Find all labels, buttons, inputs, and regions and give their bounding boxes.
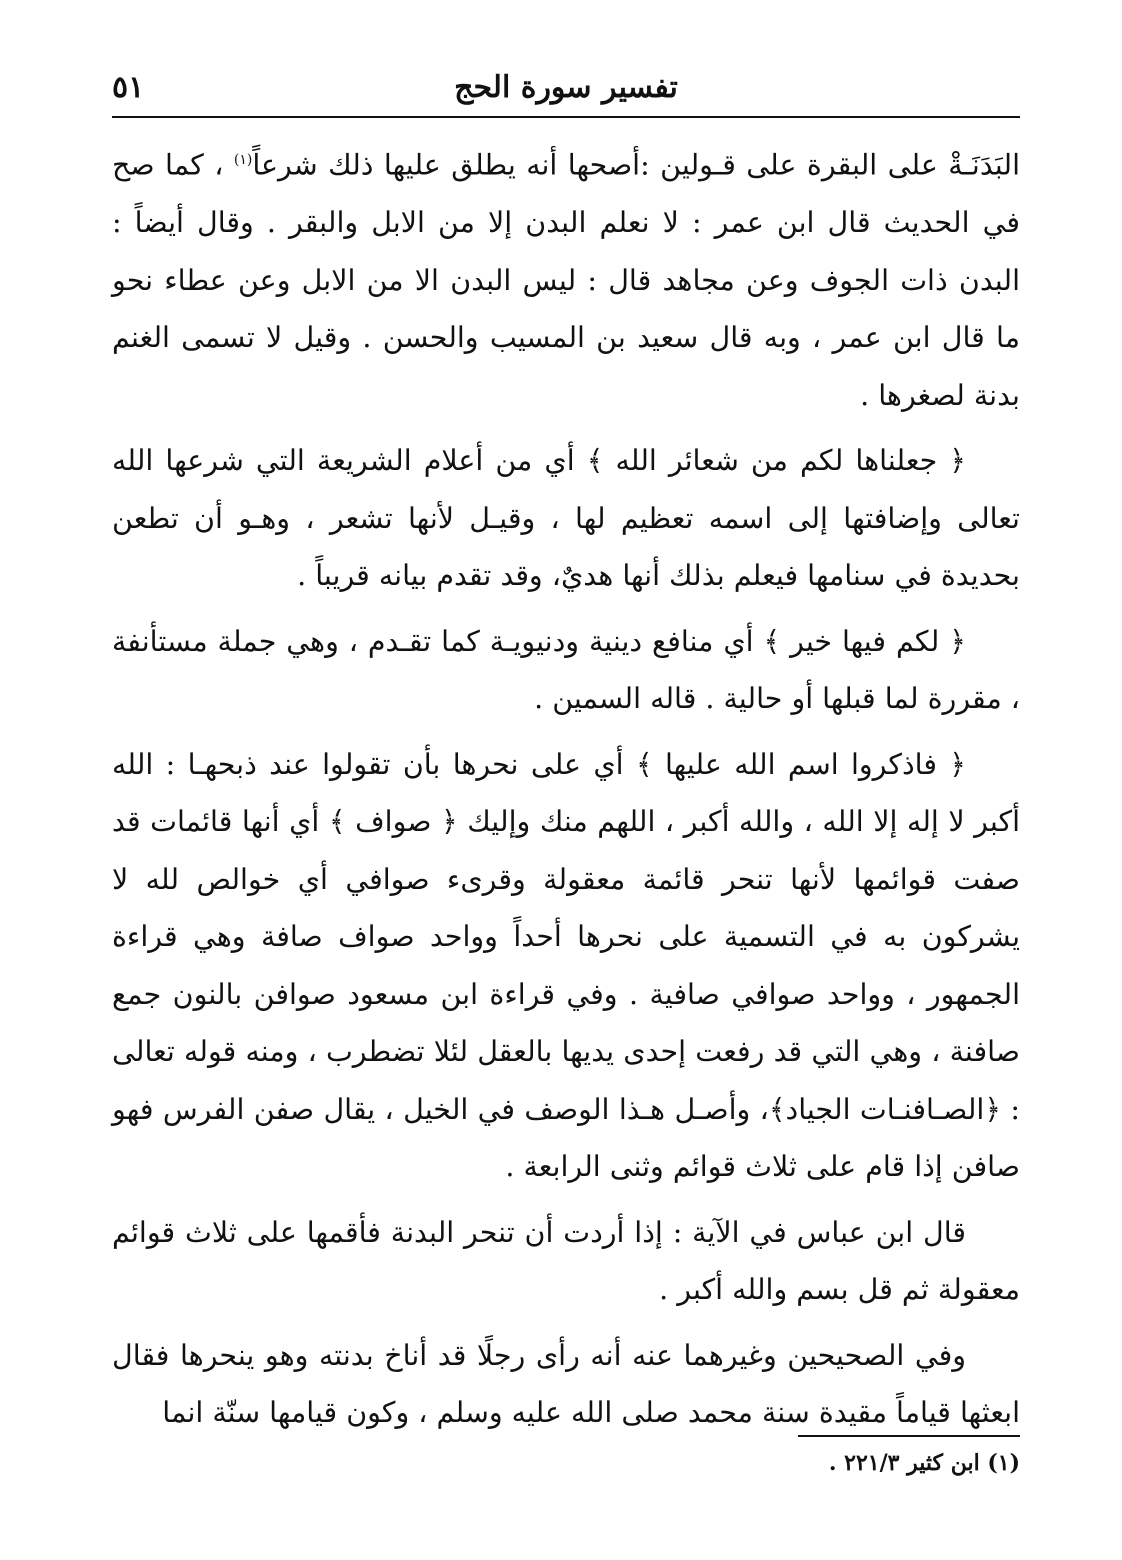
paragraph-3: ﴿ لكم فيها خير ﴾ أي منافع دينية ودنيويـة كما تقـدم ، وهي جملة مستأنفة ، مقررة لما قبلها أو حالية . قاله السمين .	[112, 624, 1020, 715]
footnote: (١) ابن كثير ٢٢١/٣ .	[828, 1450, 1020, 1476]
paragraph-4: ﴿ فاذكروا اسم الله عليها ﴾ أي على نحرها بأن تقولوا عند ذبحهـا : الله أكبر لا إله إلا الله ، والله أكبر ، اللهم منك وإليك ﴿ صواف ﴾ أي أنها قائمات قد صفت قوائمها لأنها تنحر قائمة معقولة وقرىء صوافي أي خوالص لله لا يشركون به في التسمية على نحرها أحداً وواحد صواف صافة وهي قراءة الجمهور ، وواحد صوافي صافية . وفي قراءة ابن مسعود صوافن بالنون جمع صافنة ، وهي التي قد رفعت إحدى يديها بالعقل لئلا تضطرب ، ومنه قوله تعالى : ﴿الصـافنـات الجياد﴾، وأصـل هـذا الوصف في الخيل ، يقال صفن الفرس فهو صافن إذا قام على ثلاث قوائم وثنى الرابعة .	[112, 747, 1020, 1183]
paragraph-2: ﴿ جعلناها لكم من شعائر الله ﴾ أي من أعلام الشريعة التي شرعها الله تعالى وإضافتها إلى اسمه تعظيم لها ، وقيـل لأنها تشعر ، وهـو أن تطعن بحديدة في سنامها فيعلم بذلك أنها هديٌ، وقد تقدم بيانه قريباً .	[112, 444, 1020, 592]
running-title: تفسير سورة الحج	[454, 70, 678, 105]
book-page	[112, 60, 1020, 1500]
footnote-marker: (١)	[233, 152, 253, 168]
footnote-separator	[798, 1435, 1020, 1437]
paragraph-1-text: البَدَنَـةْ على البقرة على قـولين :أصحها أنه يطلق عليها ذلك شرعاً	[252, 148, 1021, 182]
main-text	[112, 132, 1020, 1442]
page-number: ٥١	[112, 70, 145, 105]
paragraph-1-text-after: ، كما صح في الحديث قال ابن عمر : لا نعلم البدن إلا من الابل والبقر . وقال أيضاً : البدن ذات الجوف وعن مجاهد قال : ليس البدن الا من الابل وعن عطاء نحو ما قال ابن عمر ، وبه قال سعيد بن المسيب والحسن . وقيل لا تسمى الغنم بدنة لصغرها .	[112, 148, 1020, 412]
paragraph-5: قال ابن عباس في الآية : إذا أردت أن تنحر البدنة فأقمها على ثلاث قوائم معقولة ثم قل بسم والله أكبر .	[112, 1215, 1020, 1306]
paragraph-1	[112, 132, 1020, 424]
paragraph-6: وفي الصحيحين وغيرهما عنه أنه رأى رجلًا قد أناخ بدنته وهو ينحرها فقال ابعثها قياماً مقيدة سنة محمد صلى الله عليه وسلم ، وكون قيامها سنّة انما	[112, 1338, 1020, 1429]
page-header	[112, 60, 1020, 118]
